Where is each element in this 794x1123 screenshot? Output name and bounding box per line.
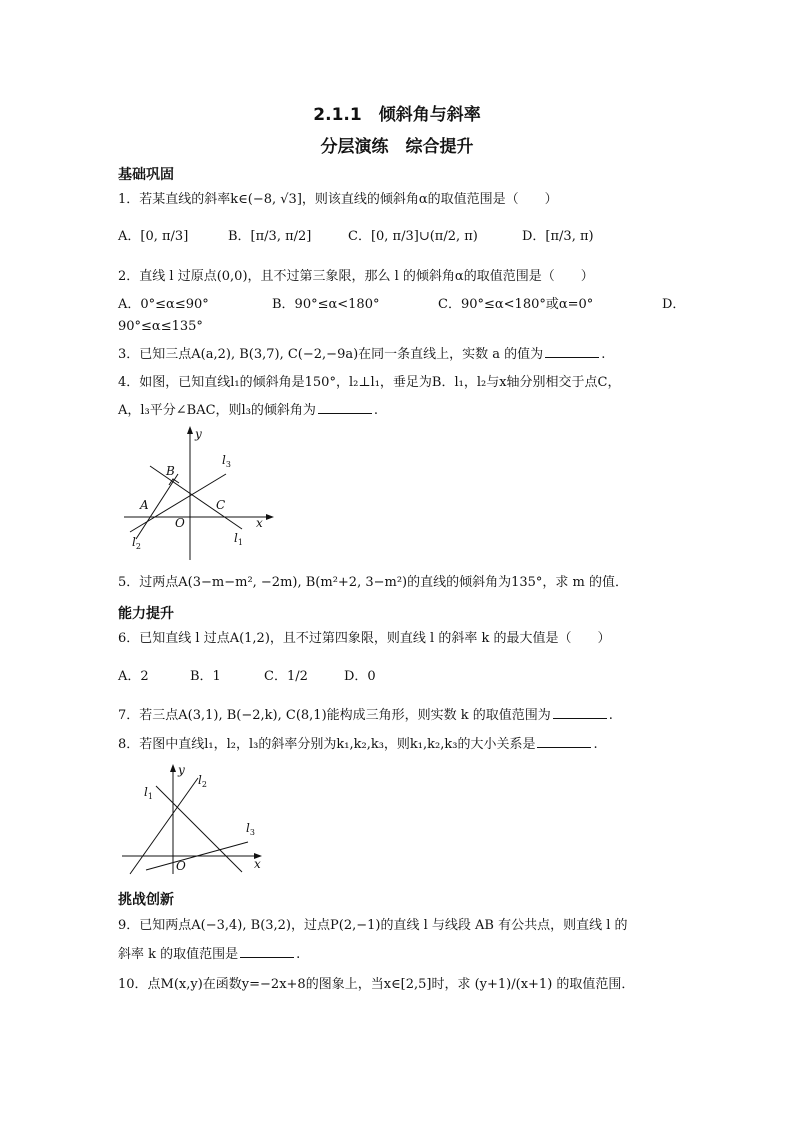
question-2-stem: 2．直线 l 过原点(0,0)，且不过第三象限，那么 l 的倾斜角α的取值范围是（ ） [118,269,594,284]
question-8 [118,735,598,754]
q3-stem: 3．已知三点A(a,2), B(3,7), C(−2,−9a)在同一条直线上，实数 a 的值为 [118,347,544,362]
question-10: 10．点M(x,y)在函数y=−2x+8的图象上，当x∈[2,5]时，求 (y+1)/(x+1) 的取值范围． [118,977,635,992]
q7-stem: 7．若三点A(3,1), B(−2,k), C(8,1)能构成三角形，则实数 k 的取值范围为 [118,708,551,723]
question-9-line2 [118,945,300,964]
q2-option-c: C．90°≤α<180°或α=0° [438,297,594,312]
question-9-line1: 9．已知两点A(−3,4), B(3,2)，过点P(2,−1)的直线 l 与线段 AB 有公共点，则直线 l 的 [118,918,628,933]
fig2-label-x: x [254,857,261,871]
question-4-line2 [118,401,378,420]
answer-blank [537,735,591,748]
q6-option-b: B．1 [190,669,221,684]
fig1-label-x: x [256,516,263,530]
answer-blank [240,945,294,958]
fig2-label-l1: $l_1$ [144,785,153,801]
fig1-label-l2: $l_2$ [132,535,141,551]
fig2-label-l2: $l_2$ [198,773,207,789]
fig1-label-l1: $l_1$ [234,531,243,547]
q4-tail: . [373,403,379,418]
question-6-stem: 6．已知直线 l 过点A(1,2)，且不过第四象限，则直线 l 的斜率 k 的最大值是（ ） [118,631,611,646]
q6-option-c: C．1/2 [264,669,308,684]
question-4-line1: 4．如图，已知直线l₁的倾斜角是150°，l₂⊥l₁，垂足为B．l₁，l₂与x轴分别相交于点C， [118,375,621,390]
x-axis-arrow-icon [266,514,274,520]
fig1-label-l3: $l_3$ [222,453,231,469]
q2-option-d-wrap: 90°≤α≤135° [118,319,203,334]
fig2-label-y: y [178,763,185,777]
answer-blank [553,706,607,719]
q2-option-b: B．90°≤α<180° [272,297,380,312]
answer-blank [318,401,372,414]
line-l1 [150,466,242,529]
section-ability: 能力提升 [118,606,174,622]
q8-stem: 8．若图中直线l₁，l₂，l₃的斜率分别为k₁,k₂,k₃，则k₁,k₂,k₃的大小关系是 [118,737,536,752]
fig1-label-a: A [140,498,149,512]
question-5: 5．过两点A(3−m−m², −2m), B(m²+2, 3−m²)的直线的倾斜角为135°，求 m 的值． [118,575,629,590]
q8-tail: . [593,737,598,752]
figure-1 [118,424,278,564]
fig1-label-b: B [166,464,175,478]
y-axis-arrow-icon [187,426,193,434]
q2-option-a: A．0°≤α≤90° [118,297,209,312]
q6-option-a: A．2 [118,669,149,684]
fig1-label-o: O [175,516,185,530]
q3-tail: . [601,347,606,362]
fig2-label-l3: $l_3$ [246,821,255,837]
section-basic: 基础巩固 [118,167,174,183]
line-l2 [130,778,198,874]
q9-stem: 斜率 k 的取值范围是 [118,947,239,962]
q4-stem: A，l₃平分∠BAC，则l₃的倾斜角为 [118,403,316,418]
fig1-label-y: y [195,427,202,441]
page-title: 2.1.1 倾斜角与斜率 [313,105,481,125]
fig2-label-o: O [176,859,186,873]
figure-2 [118,760,268,878]
page-subtitle: 分层演练 综合提升 [320,137,474,157]
q1-option-a: A．[0, π/3] [118,229,189,244]
q2-option-d: D． [662,297,686,312]
fig1-label-c: C [216,498,226,512]
q1-option-d: D．[π/3, π) [522,229,594,244]
q6-option-d: D．0 [344,669,376,684]
line-l1 [156,786,242,872]
q9-tail: . [296,947,301,962]
answer-blank [545,345,599,358]
y-axis-arrow-icon [170,764,176,772]
question-1-stem: 1．若某直线的斜率k∈(−8, √3]，则该直线的倾斜角α的取值范围是（ ） [118,192,558,207]
question-3 [118,345,605,364]
q7-tail: . [608,708,613,723]
question-7 [118,706,613,725]
section-challenge: 挑战创新 [118,892,174,908]
q1-option-c: C．[0, π/3]∪(π/2, π) [348,229,478,244]
q1-option-b: B．[π/3, π/2] [228,229,312,244]
